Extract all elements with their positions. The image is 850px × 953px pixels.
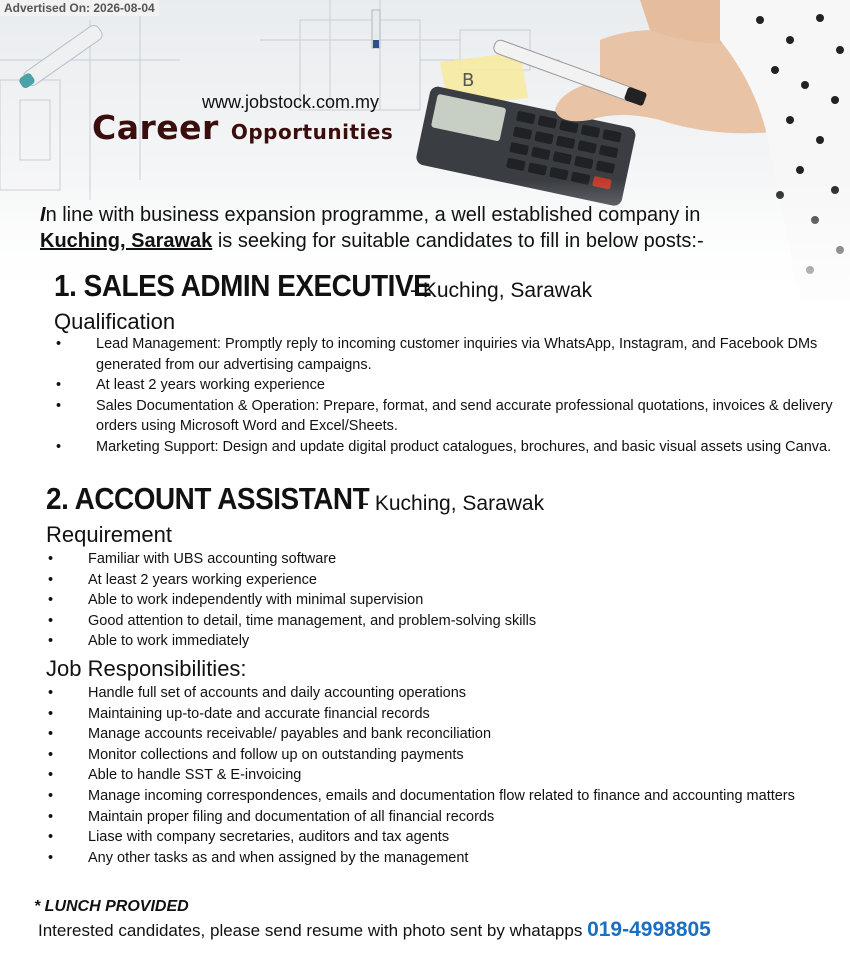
list-item (56, 334, 842, 375)
list-item (48, 590, 828, 611)
list-item (48, 745, 818, 766)
list-item-text: Sales Documentation & Operation: Prepare, format, and send accurate professional quotations, invoices & delivery orders using Microsoft Word and Excel/Sheets. (96, 397, 833, 435)
list-item (56, 437, 842, 458)
career-heading (92, 108, 393, 147)
phone-number[interactable]: 019-4998805 (587, 918, 711, 941)
intro-text (40, 202, 820, 254)
list-item (56, 396, 842, 437)
bullet: • (56, 397, 62, 414)
office-desk-illustration (0, 0, 850, 300)
contact-line (38, 918, 711, 942)
bullet: • (48, 726, 54, 743)
bullet: • (48, 705, 54, 722)
list-item-text: Lead Management: Promptly reply to incoming customer inquiries via WhatsApp, Instagram, and Facebook DMs generated from our advertising campaigns. (96, 336, 818, 373)
bullet: • (56, 377, 62, 394)
job2-location: - Kuching, Sarawak (362, 492, 545, 515)
list-item (56, 375, 842, 396)
intro-location: Kuching, Sarawak (40, 230, 213, 252)
list-item-text: Able to handle SST & E-invoicing (88, 767, 302, 784)
list-item (48, 827, 818, 848)
list-item-text: Maintaining up-to-date and accurate financial records (88, 705, 430, 722)
job1-location: - Kuching, Sarawak (410, 279, 593, 302)
job1-title: 1. SALES ADMIN EXECUTIVE (54, 268, 432, 303)
intro-line2: is seeking for suitable candidates to fill in below posts:- (212, 230, 704, 252)
bullet: • (56, 438, 62, 455)
list-item-text: Able to work independently with minimal supervision (88, 592, 424, 609)
list-item (48, 848, 818, 869)
list-item (48, 704, 818, 725)
list-item-text: Handle full set of accounts and daily accounting operations (88, 685, 467, 701)
list-item-text: Able to work immediately (88, 633, 250, 650)
job2-responsibilities-heading: Job Responsibilities: (46, 656, 247, 681)
banner-image (0, 0, 850, 300)
list-item-text: Maintain proper filing and documentation of all financial records (88, 808, 495, 825)
career-word: Career (92, 108, 219, 147)
intro-line1: n line with business expansion programme, a well established company in (45, 204, 701, 226)
bullet: • (48, 849, 54, 866)
list-item-text: Any other tasks as and when assigned by the management (88, 849, 469, 866)
advertised-date: Advertised On: 2026-08-04 (0, 0, 159, 16)
list-item (48, 765, 818, 786)
opportunities-word: Opportunities (230, 120, 394, 144)
job2-requirement-heading: Requirement (46, 522, 172, 547)
list-item-text: Familiar with UBS accounting software (88, 551, 337, 567)
list-item (48, 683, 818, 704)
list-item (48, 570, 828, 591)
lunch-note: * LUNCH PROVIDED (34, 898, 189, 915)
list-item (48, 724, 818, 745)
svg-text:B: B (462, 70, 475, 91)
list-item (48, 631, 828, 652)
job1-qualification-list (56, 334, 842, 458)
bullet: • (48, 787, 54, 804)
list-item-text: Monitor collections and follow up on outstanding payments (88, 746, 464, 763)
list-item (48, 611, 828, 632)
job2-responsibilities-list (48, 683, 818, 868)
contact-text: Interested candidates, please send resume with photo sent by whatapps (38, 921, 588, 940)
list-item (48, 807, 818, 828)
bullet: • (48, 571, 54, 588)
website-url[interactable]: www.jobstock.com.my (202, 92, 380, 112)
bullet: • (48, 829, 54, 846)
list-item-text: At least 2 years working experience (88, 571, 317, 588)
bullet: • (48, 551, 54, 567)
job2-requirement-list (48, 549, 828, 652)
bullet: • (48, 633, 54, 650)
bullet: • (48, 592, 54, 609)
job1-section-heading: Qualification (54, 309, 176, 334)
bullet: • (48, 612, 54, 629)
bullet: • (48, 808, 54, 825)
list-item-text: At least 2 years working experience (96, 377, 325, 394)
list-item-text: Marketing Support: Design and update digital product catalogues, brochures, and basic visual assets using Canva. (96, 438, 832, 455)
list-item-text: Good attention to detail, time management, and problem-solving skills (88, 612, 537, 629)
list-item-text: Liase with company secretaries, auditors and tax agents (88, 829, 450, 846)
intro-first-letter: I (40, 204, 46, 226)
job2-title: 2. ACCOUNT ASSISTANT (46, 481, 370, 516)
bullet: • (48, 746, 54, 763)
list-item-text: Manage incoming correspondences, emails and documentation flow related to finance and accounting matters (88, 787, 795, 804)
bullet: • (48, 767, 54, 784)
bullet: • (56, 336, 62, 352)
bullet: • (48, 685, 54, 701)
list-item (48, 786, 818, 807)
list-item-text: Manage accounts receivable/ payables and bank reconciliation (88, 726, 492, 743)
list-item (48, 549, 828, 570)
